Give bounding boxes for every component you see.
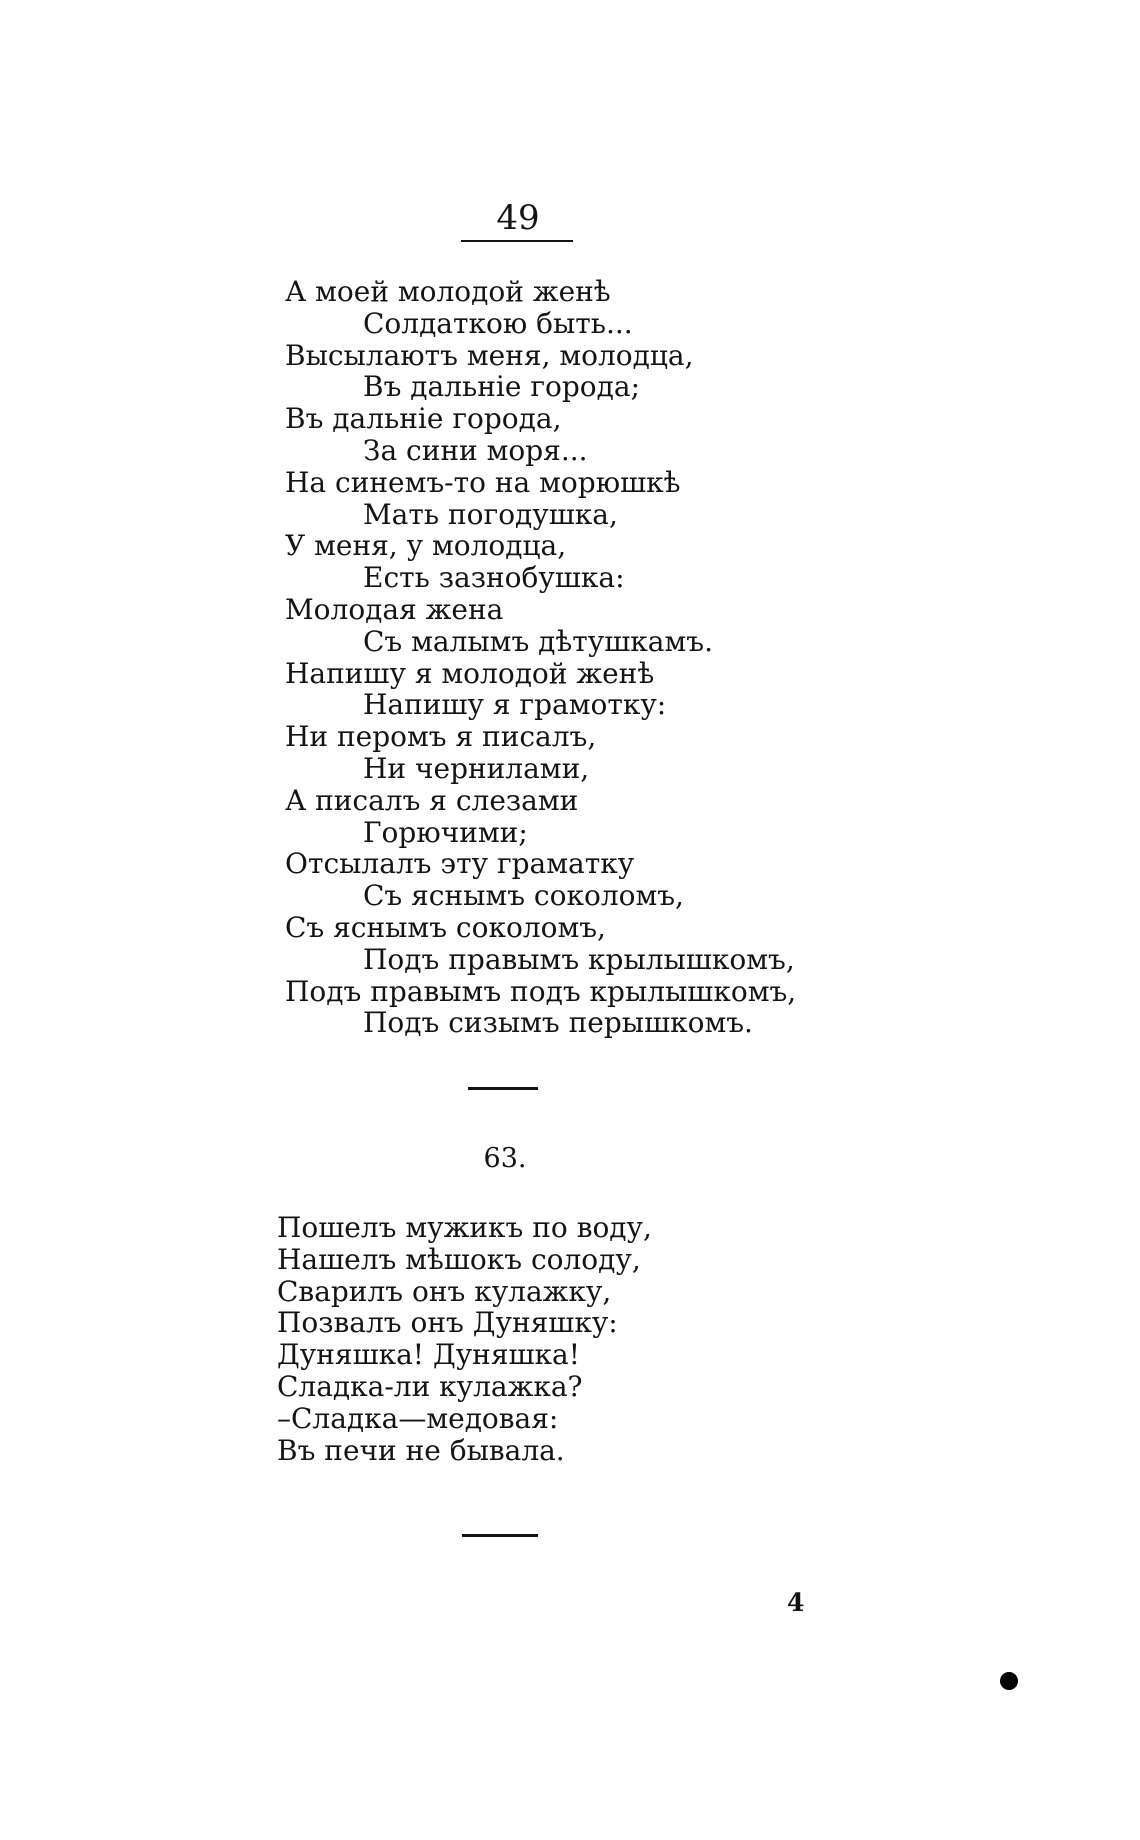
poem-line: Съ малымъ дѣтушкамъ. — [363, 624, 713, 658]
poem-line: Позвалъ онъ Дуняшку: — [277, 1306, 618, 1340]
poem-line: Дуняшка! Дуняшка! — [277, 1338, 580, 1372]
poem-line: Горючими; — [363, 815, 528, 849]
poem-line: На синемъ-то на морюшкѣ — [285, 465, 681, 499]
poem-line: Въ печи не бывала. — [277, 1433, 565, 1467]
page-number: 49 — [496, 198, 540, 238]
poem-line: Подъ правымъ крылышкомъ, — [363, 942, 795, 976]
end-divider — [462, 1534, 538, 1537]
poem-line: Молодая жена — [285, 592, 504, 626]
poem-line: Сладка-ли кулажка? — [277, 1369, 583, 1403]
poem-line: Ни перомъ я писалъ, — [285, 720, 597, 754]
poem-line: Сварилъ онъ кулажку, — [277, 1274, 612, 1308]
poem-line: Есть зазнобушка: — [363, 561, 625, 595]
poem-line: Напишу я молодой женѣ — [285, 656, 655, 690]
poem-line: А писалъ я слезами — [285, 783, 579, 817]
poem-line: Въ дальнiе города, — [285, 402, 562, 436]
poem-line: А моей молодой женѣ — [285, 275, 611, 308]
poem-line: Пошелъ мужикъ по воду, — [277, 1211, 652, 1244]
poem-line: У меня, у молодца, — [285, 529, 567, 563]
header-rule — [461, 240, 573, 242]
poem-line: Подъ сизымъ перышкомъ. — [363, 1006, 753, 1040]
section-divider — [468, 1087, 538, 1090]
poem-line: За сини моря... — [363, 433, 588, 467]
poem-line: Ни чернилами, — [363, 751, 590, 785]
poem-line: –Сладка—медовая: — [277, 1401, 559, 1435]
poem-line: Съ яснымъ соколомъ, — [285, 910, 606, 944]
poem-line: Подъ правымъ подъ крылышкомъ, — [285, 974, 797, 1008]
signature-mark: 4 — [787, 1588, 805, 1617]
ink-spot — [1000, 1672, 1018, 1690]
poem-line: Солдаткою быть... — [363, 306, 633, 340]
poem-continued — [285, 276, 796, 1039]
poem-line: Отсылалъ эту граматку — [285, 847, 635, 881]
poem-line: Съ яснымъ соколомъ, — [363, 879, 684, 913]
poem-number: 63. — [483, 1143, 527, 1174]
poem-line: Мать погодушка, — [363, 497, 618, 531]
poem-line: Высылаютъ меня, молодца, — [285, 338, 694, 372]
poem-line: Нашелъ мѣшокъ солоду, — [277, 1242, 641, 1276]
poem-63 — [277, 1212, 652, 1466]
poem-line: Напишу я грамотку: — [363, 688, 667, 722]
poem-line: Въ дальнiе города; — [363, 370, 641, 404]
